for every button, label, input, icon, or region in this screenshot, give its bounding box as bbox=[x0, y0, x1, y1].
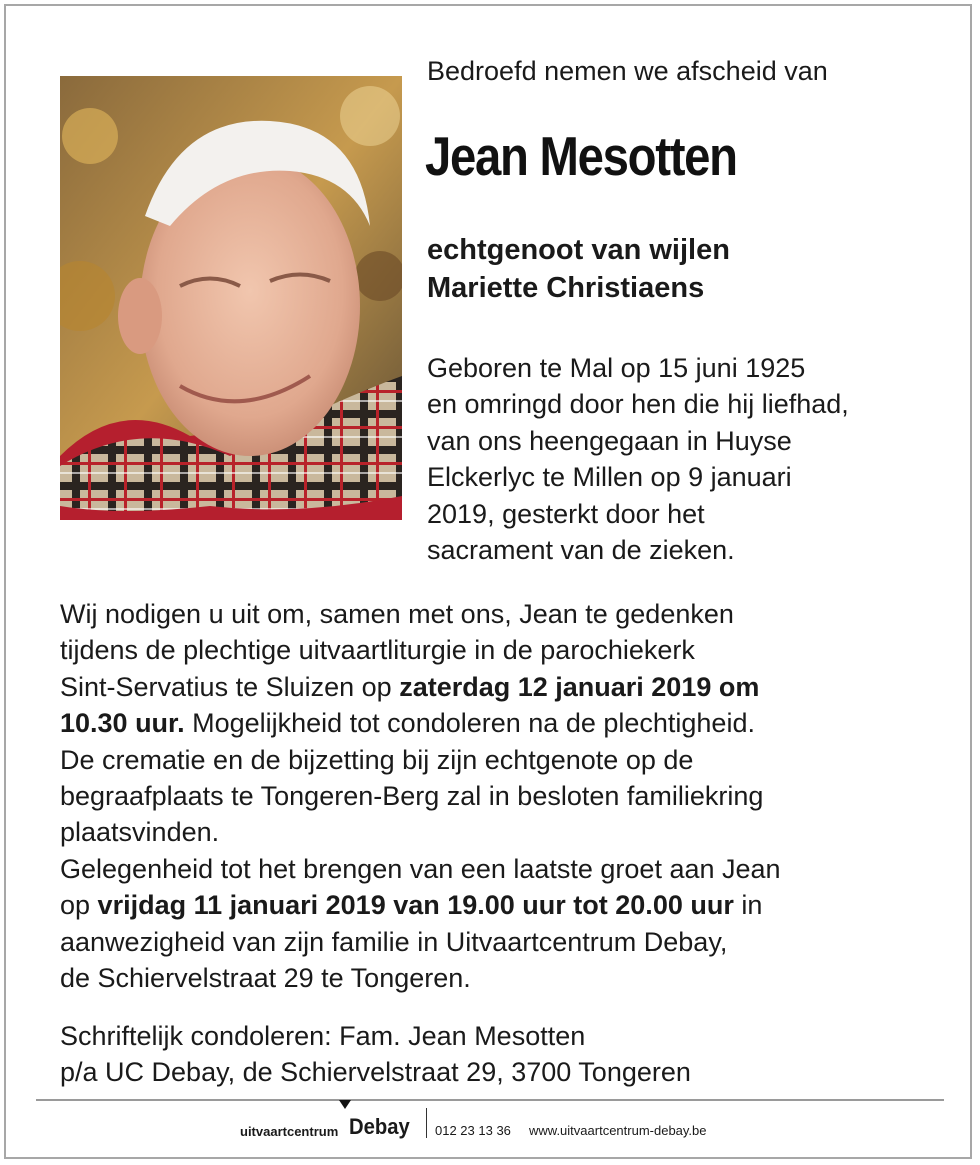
ceremony-line: begraafplaats te Tongeren-Berg zal in besloten familiekring bbox=[60, 781, 764, 812]
footer-separator bbox=[426, 1108, 427, 1138]
funeral-date: zaterdag 12 januari 2019 om bbox=[399, 671, 760, 702]
ceremony-text: Mogelijkheid tot condoleren na de plechtigheid. bbox=[184, 708, 755, 739]
condolence-line: p/a UC Debay, de Schiervelstraat 29, 3700 Tongeren bbox=[60, 1057, 691, 1087]
deceased-name: Jean Mesotten bbox=[425, 125, 737, 187]
portrait-photo bbox=[60, 76, 402, 520]
ceremony-line bbox=[60, 705, 940, 741]
bio-line: en omringd door hen die hij liefhad, bbox=[427, 389, 849, 420]
portrait-illustration bbox=[60, 76, 402, 520]
bio-line: sacrament van de zieken. bbox=[427, 535, 735, 566]
spouse-line: echtgenoot van wijlen bbox=[427, 234, 730, 266]
ceremony-details bbox=[60, 596, 940, 996]
ceremony-line: Gelegenheid tot het brengen van een laatste groet aan Jean bbox=[60, 853, 781, 884]
biography bbox=[427, 350, 937, 568]
website-link[interactable]: www.uitvaartcentrum-debay.be bbox=[529, 1123, 707, 1138]
ceremony-line bbox=[60, 669, 940, 705]
footer bbox=[0, 1106, 980, 1146]
bio-line: van ons heengegaan in Huyse bbox=[427, 425, 792, 456]
condolence-address bbox=[60, 1018, 691, 1090]
ceremony-line: De crematie en de bijzetting bij zijn echtgenote op de bbox=[60, 744, 694, 775]
visitation-time: vrijdag 11 januari 2019 van 19.00 uur tot 20.00 uur bbox=[97, 890, 734, 921]
ceremony-line: aanwezigheid van zijn familie in Uitvaartcentrum Debay, bbox=[60, 926, 728, 957]
ceremony-line: de Schiervelstraat 29 te Tongeren. bbox=[60, 963, 471, 994]
brand-prefix: uitvaartcentrum bbox=[240, 1124, 339, 1139]
bio-line: Geboren te Mal op 15 juni 1925 bbox=[427, 353, 806, 383]
footer-divider bbox=[36, 1099, 944, 1101]
brand-triangle-icon bbox=[339, 1100, 351, 1109]
ceremony-text: Sint-Servatius te Sluizen op bbox=[60, 671, 400, 702]
ceremony-line: Wij nodigen u uit om, samen met ons, Jean te gedenken bbox=[60, 599, 734, 629]
spouse-info bbox=[427, 231, 730, 307]
bio-line: 2019, gesterkt door het bbox=[427, 498, 705, 529]
ceremony-line: plaatsvinden. bbox=[60, 817, 220, 848]
condolence-line: Schriftelijk condoleren: Fam. Jean Mesotten bbox=[60, 1021, 586, 1051]
phone-number: 012 23 13 36 bbox=[435, 1123, 511, 1138]
ceremony-text: op bbox=[60, 890, 98, 921]
funeral-time: 10.30 uur. bbox=[60, 708, 185, 739]
ceremony-text: in bbox=[733, 890, 763, 921]
intro-text: Bedroefd nemen we afscheid van bbox=[427, 56, 828, 86]
spouse-line: Mariette Christiaens bbox=[427, 272, 705, 304]
ceremony-line: tijdens de plechtige uitvaartliturgie in de parochiekerk bbox=[60, 635, 695, 666]
ceremony-line bbox=[60, 887, 940, 923]
bio-line: Elckerlyc te Millen op 9 januari bbox=[427, 462, 792, 493]
brand-name: Debay bbox=[349, 1114, 410, 1139]
